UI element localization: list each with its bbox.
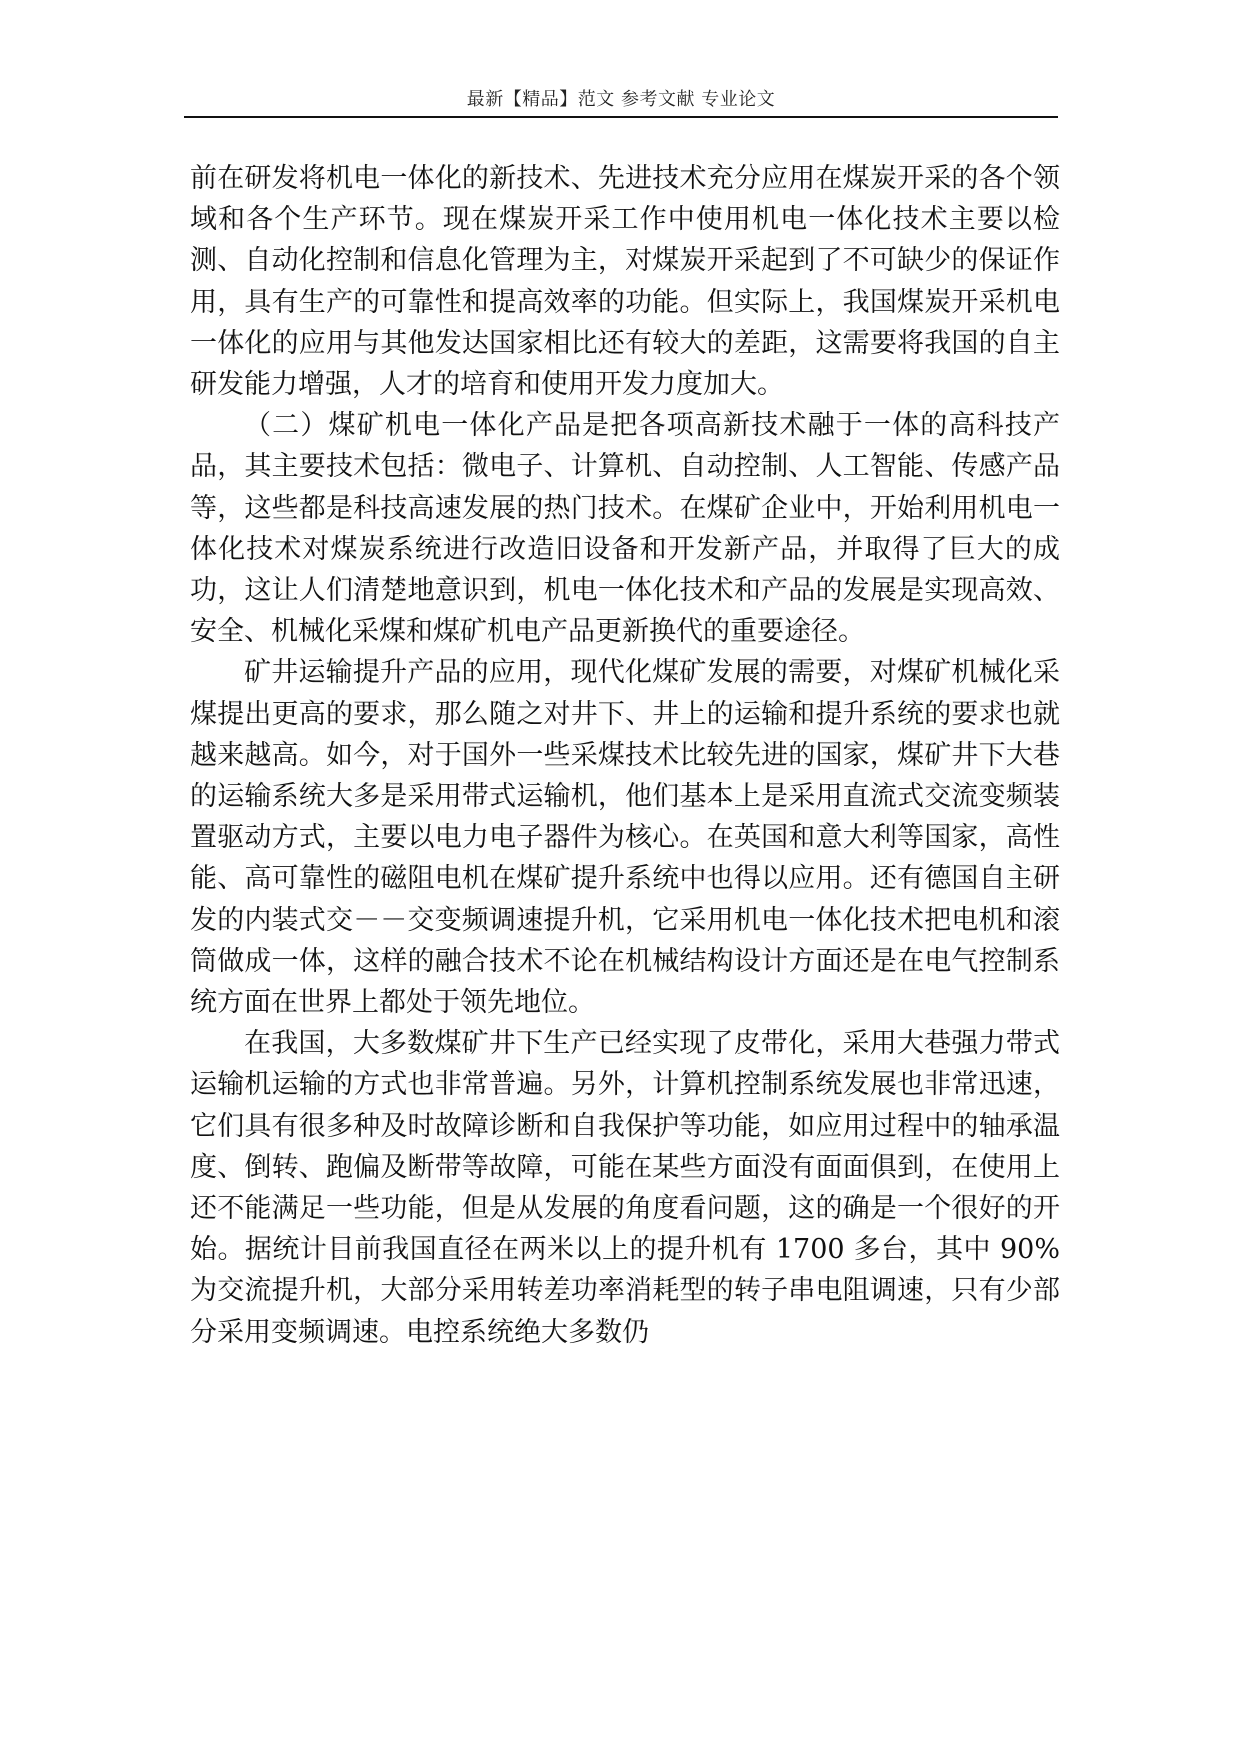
header-divider [184, 116, 1058, 118]
paragraph-transport: 矿井运输提升产品的应用，现代化煤矿发展的需要，对煤矿机械化采煤提出更高的要求，那么随之对井下、井上的运输和提升系统的要求也就越来越高。如今，对于国外一些采煤技术比较先进的国家，煤矿井下大巷的运输系统大多是采用带式运输机，他们基本上是采用直流式交流变频装置驱动方式，主要以电力电子器件为核心。在英国和意大利等国家，高性能、高可靠性的磁阻电机在煤矿提升系统中也得以应用。还有德国自主研发的内装式交－－交变频调速提升机，它采用机电一体化技术把电机和滚筒做成一体，这样的融合技术不论在机械结构设计方面还是在电气控制系统方面在世界上都处于领先地位。 [190, 657, 1060, 1019]
paragraph-products: （二）煤矿机电一体化产品是把各项高新技术融于一体的高科技产品，其主要技术包括：微电子、计算机、自动控制、人工智能、传感产品等，这些都是科技高速发展的热门技术。在煤矿企业中，开始利用机电一体化技术对煤炭系统进行改造旧设备和开发新产品，并取得了巨大的成功，这让人们清楚地意识到，机电一体化技术和产品的发展是实现高效、安全、机械化采煤和煤矿机电产品更新换代的重要途径。 [190, 410, 1060, 648]
paragraph-continuation: 前在研发将机电一体化的新技术、先进技术充分应用在煤炭开采的各个领域和各个生产环节。现在煤炭开采工作中使用机电一体化技术主要以检测、自动化控制和信息化管理为主，对煤炭开采起到了不可缺少的保证作用，具有生产的可靠性和提高效率的功能。但实际上，我国煤炭开采机电一体化的应用与其他发达国家相比还有较大的差距，这需要将我国的自主研发能力增强，人才的培育和使用开发力度加大。 [190, 163, 1060, 401]
page-header: 最新【精品】范文 参考文献 专业论文 [466, 89, 776, 110]
document-body [190, 158, 1060, 1353]
paragraph-china: 在我国，大多数煤矿井下生产已经实现了皮带化，采用大巷强力带式运输机运输的方式也非常普遍。另外，计算机控制系统发展也非常迅速，它们具有很多种及时故障诊断和自我保护等功能，如应用过程中的轴承温度、倒转、跑偏及断带等故障，可能在某些方面没有面面俱到，在使用上还不能满足一些功能，但是从发展的角度看问题，这的确是一个很好的开始。据统计目前我国直径在两米以上的提升机有 1700 多台，其中 90%为交流提升机，大部分采用转差功率消耗型的转子串电阻调速，只有少部分采用变频调速。电控系统绝大多数仍 [190, 1028, 1060, 1348]
